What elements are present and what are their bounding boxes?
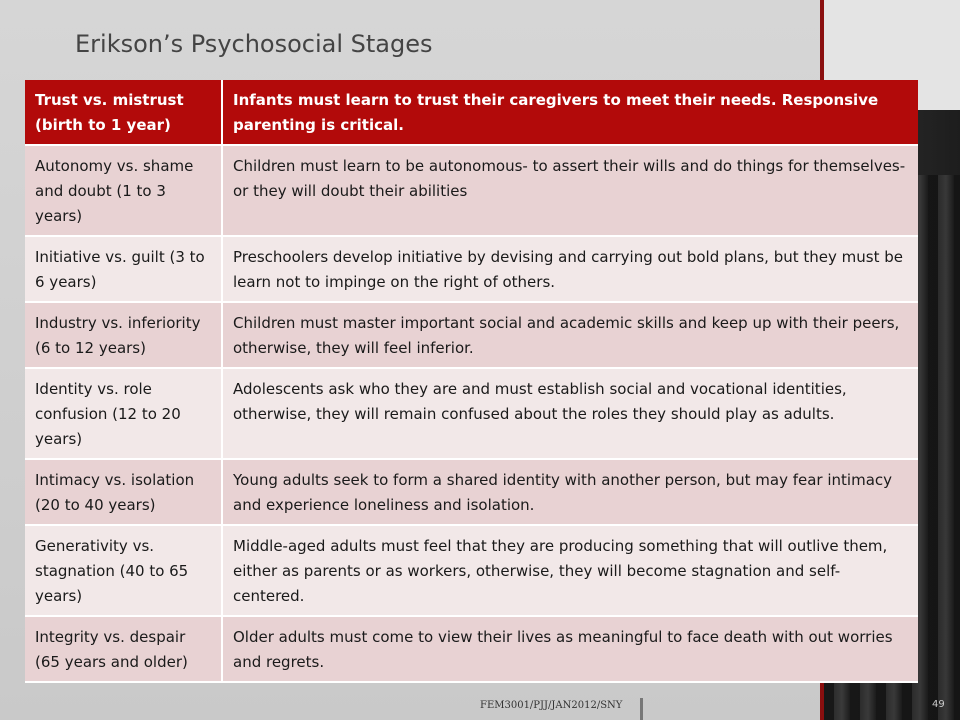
stage-cell: Trust vs. mistrust (birth to 1 year) xyxy=(25,80,222,145)
table-row xyxy=(25,459,918,525)
description-cell: Infants must learn to trust their caregivers to meet their needs. Responsive parenting is critical. xyxy=(222,80,918,145)
description-cell: Preschoolers develop initiative by devising and carrying out bold plans, but they must be learn not to impinge on the right of others. xyxy=(222,236,918,302)
table-row xyxy=(25,525,918,616)
description-cell: Children must learn to be autonomous- to assert their wills and do things for themselves-or they will doubt their abilities xyxy=(222,145,918,236)
slide-title: Erikson’s Psychosocial Stages xyxy=(75,30,433,58)
description-cell: Older adults must come to view their lives as meaningful to face death with out worries and regrets. xyxy=(222,616,918,682)
stage-cell: Intimacy vs. isolation (20 to 40 years) xyxy=(25,459,222,525)
slide-footer: FEM3001/PJJ/JAN2012/SNY xyxy=(480,700,623,711)
table-row xyxy=(25,145,918,236)
stage-cell: Industry vs. inferiority (6 to 12 years) xyxy=(25,302,222,368)
stage-cell: Integrity vs. despair (65 years and older) xyxy=(25,616,222,682)
page-number: 49 xyxy=(932,699,945,710)
table-row xyxy=(25,302,918,368)
table-row xyxy=(25,80,918,145)
stage-cell: Initiative vs. guilt (3 to 6 years) xyxy=(25,236,222,302)
table-row xyxy=(25,616,918,682)
footer-divider xyxy=(640,698,643,720)
stage-cell: Identity vs. role confusion (12 to 20 years) xyxy=(25,368,222,459)
description-cell: Adolescents ask who they are and must establish social and vocational identities, otherwise, they will remain confused about the roles they should play as adults. xyxy=(222,368,918,459)
description-cell: Young adults seek to form a shared identity with another person, but may fear intimacy and experience loneliness and isolation. xyxy=(222,459,918,525)
table-row xyxy=(25,236,918,302)
description-cell: Children must master important social and academic skills and keep up with their peers, otherwise, they will feel inferior. xyxy=(222,302,918,368)
stages-table xyxy=(25,80,918,683)
stage-cell: Autonomy vs. shame and doubt (1 to 3 years) xyxy=(25,145,222,236)
description-cell: Middle-aged adults must feel that they are producing something that will outlive them, either as parents or as workers, otherwise, they will become stagnation and self-centered. xyxy=(222,525,918,616)
table-row xyxy=(25,368,918,459)
stage-cell: Generativity vs. stagnation (40 to 65 years) xyxy=(25,525,222,616)
